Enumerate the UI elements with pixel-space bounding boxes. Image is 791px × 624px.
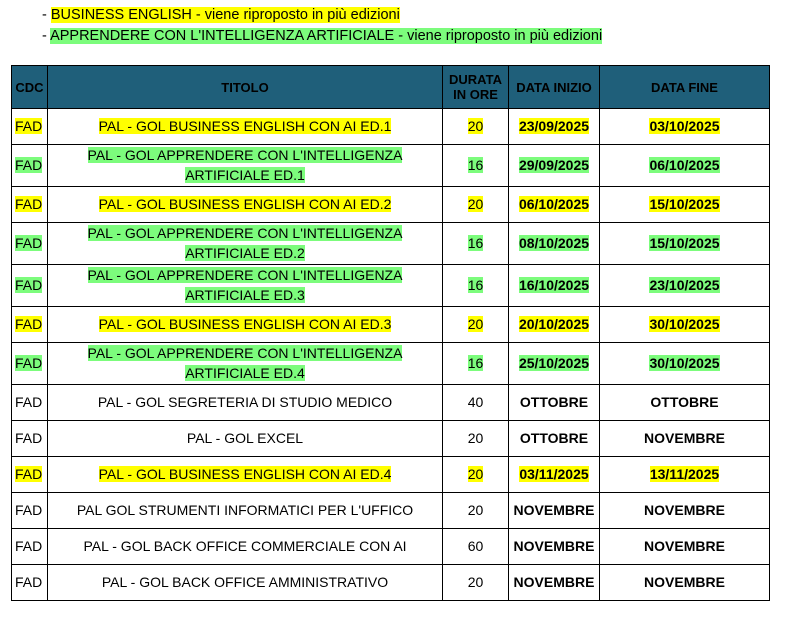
cdc-value: FAD [15, 501, 43, 518]
cell-data-fine [600, 223, 770, 265]
title-line-1: PAL - GOL SEGRETERIA DI STUDIO MEDICO [97, 393, 393, 410]
table-row [12, 307, 770, 343]
data-fine-value: OTTOBRE [650, 393, 719, 410]
table-row [12, 265, 770, 307]
cell-durata [443, 223, 509, 265]
cell-data-inizio [509, 565, 600, 601]
durata-value: 20 [467, 465, 484, 482]
cdc-value: FAD [15, 276, 43, 293]
cell-durata [443, 145, 509, 187]
cdc-value: FAD [15, 429, 43, 446]
durata-value: 20 [467, 195, 484, 212]
data-fine-value: NOVEMBRE [644, 429, 725, 446]
cdc-value: FAD [15, 465, 43, 482]
title-line-1: PAL - GOL BACK OFFICE COMMERCIALE CON AI [83, 537, 407, 554]
title-line-1: PAL - GOL BUSINESS ENGLISH CON AI ED.3 [98, 315, 392, 332]
table-row [12, 421, 770, 457]
title-line-1: PAL - GOL BACK OFFICE AMMINISTRATIVO [101, 573, 389, 590]
cell-cdc [12, 457, 48, 493]
durata-value: 16 [467, 156, 484, 173]
cell-titolo [48, 145, 443, 187]
title-line-1: PAL - GOL BUSINESS ENGLISH CON AI ED.1 [98, 117, 392, 134]
title-line-1: PAL - GOL APPRENDERE CON L'INTELLIGENZA [87, 345, 403, 361]
cell-titolo [48, 307, 443, 343]
table-row [12, 187, 770, 223]
cell-durata [443, 421, 509, 457]
cell-data-fine [600, 421, 770, 457]
cdc-value: FAD [15, 117, 43, 134]
cell-data-fine [600, 565, 770, 601]
title-line-1: PAL - GOL APPRENDERE CON L'INTELLIGENZA [87, 147, 403, 163]
cell-durata [443, 493, 509, 529]
cell-cdc [12, 385, 48, 421]
header-durata-line-1: DURATA [449, 72, 502, 87]
title-line-1: PAL - GOL EXCEL [186, 429, 304, 446]
cell-data-inizio [509, 457, 600, 493]
data-inizio-value: 03/11/2025 [519, 465, 589, 482]
cell-durata [443, 265, 509, 307]
data-fine-value: 15/10/2025 [649, 234, 720, 251]
cdc-value: FAD [15, 393, 43, 410]
cdc-value: FAD [15, 234, 43, 251]
table-row [12, 145, 770, 187]
table-row [12, 457, 770, 493]
header-durata-line-2: IN ORE [453, 87, 498, 102]
cell-data-fine [600, 109, 770, 145]
data-fine-value: NOVEMBRE [644, 573, 725, 590]
data-fine-value: NOVEMBRE [644, 501, 725, 518]
cdc-value: FAD [15, 573, 43, 590]
durata-value: 20 [467, 429, 484, 446]
data-inizio-value: 08/10/2025 [518, 234, 590, 251]
data-fine-value: 30/10/2025 [649, 354, 720, 371]
data-inizio-value: 06/10/2025 [518, 195, 590, 212]
table-row [12, 493, 770, 529]
cell-titolo [48, 343, 443, 385]
cell-data-inizio [509, 187, 600, 223]
data-inizio-value: 29/09/2025 [518, 156, 590, 173]
cell-titolo [48, 109, 443, 145]
cdc-value: FAD [15, 195, 43, 212]
cell-data-fine [600, 265, 770, 307]
data-inizio-value: 23/09/2025 [518, 117, 590, 134]
data-fine-value: 15/10/2025 [649, 195, 720, 212]
data-inizio-value: NOVEMBRE [513, 501, 595, 518]
cell-cdc [12, 343, 48, 385]
legend-note-ai: - APPRENDERE CON L'INTELLIGENZA ARTIFICIALE - viene riproposto in più edizioni [42, 28, 603, 44]
data-inizio-value: NOVEMBRE [513, 573, 595, 590]
cell-durata [443, 457, 509, 493]
cell-data-fine [600, 343, 770, 385]
durata-value: 40 [467, 393, 484, 410]
cell-data-fine [600, 457, 770, 493]
cell-data-fine [600, 187, 770, 223]
header-durata [443, 66, 509, 109]
data-fine-value: 03/10/2025 [649, 117, 720, 134]
durata-value: 20 [467, 315, 484, 332]
durata-value: 16 [467, 234, 484, 251]
cdc-value: FAD [15, 537, 43, 554]
title-line-1: PAL - GOL BUSINESS ENGLISH CON AI ED.4 [98, 465, 392, 482]
title-line-2: ARTIFICIALE ED.4 [185, 364, 305, 381]
cell-durata [443, 343, 509, 385]
cell-cdc [12, 565, 48, 601]
cell-titolo [48, 187, 443, 223]
cell-data-fine [600, 385, 770, 421]
table-row [12, 109, 770, 145]
cell-data-fine [600, 529, 770, 565]
cdc-value: FAD [15, 354, 43, 371]
durata-value: 16 [467, 354, 484, 371]
durata-value: 20 [467, 573, 484, 590]
cell-titolo [48, 565, 443, 601]
legend-note-business-english: - BUSINESS ENGLISH - viene riproposto in più edizioni [42, 7, 400, 23]
title-line-1: PAL - GOL BUSINESS ENGLISH CON AI ED.2 [98, 195, 392, 212]
cell-cdc [12, 187, 48, 223]
header-cdc: CDC [12, 66, 48, 109]
cell-cdc [12, 265, 48, 307]
cell-cdc [12, 421, 48, 457]
cell-data-inizio [509, 529, 600, 565]
cell-data-inizio [509, 343, 600, 385]
legend-notes [42, 5, 602, 47]
cell-durata [443, 385, 509, 421]
cell-data-fine [600, 493, 770, 529]
data-fine-value: 06/10/2025 [649, 156, 720, 173]
cell-titolo [48, 385, 443, 421]
cell-data-inizio [509, 265, 600, 307]
data-inizio-value: NOVEMBRE [513, 537, 595, 554]
header-data-inizio: DATA INIZIO [509, 66, 600, 109]
cell-durata [443, 187, 509, 223]
data-inizio-value: OTTOBRE [519, 429, 589, 446]
cell-durata [443, 109, 509, 145]
data-fine-value: 23/10/2025 [649, 276, 720, 293]
cell-data-inizio [509, 385, 600, 421]
title-line-2: ARTIFICIALE ED.3 [185, 286, 305, 303]
header-titolo: TITOLO [48, 66, 443, 109]
durata-value: 20 [467, 117, 484, 134]
cell-data-inizio [509, 421, 600, 457]
cell-durata [443, 565, 509, 601]
cell-titolo [48, 223, 443, 265]
data-inizio-value: 20/10/2025 [518, 315, 590, 332]
table-row [12, 343, 770, 385]
cell-data-inizio [509, 493, 600, 529]
cell-titolo [48, 493, 443, 529]
cell-durata [443, 529, 509, 565]
data-inizio-value: 16/10/2025 [518, 276, 590, 293]
cell-cdc [12, 307, 48, 343]
table-row [12, 223, 770, 265]
cell-data-inizio [509, 223, 600, 265]
title-line-1: PAL - GOL APPRENDERE CON L'INTELLIGENZA [87, 225, 403, 241]
legend-note-text: BUSINESS ENGLISH - viene riproposto in più edizioni [50, 7, 400, 23]
cell-data-inizio [509, 109, 600, 145]
title-line-2: ARTIFICIALE ED.2 [185, 244, 305, 261]
cell-data-fine [600, 145, 770, 187]
cell-titolo [48, 529, 443, 565]
cell-titolo [48, 265, 443, 307]
cell-data-fine [600, 307, 770, 343]
title-line-2: ARTIFICIALE ED.1 [185, 166, 305, 183]
data-inizio-value: 25/10/2025 [518, 354, 590, 371]
cell-cdc [12, 493, 48, 529]
durata-value: 60 [467, 537, 484, 554]
cell-cdc [12, 109, 48, 145]
cell-durata [443, 307, 509, 343]
cell-titolo [48, 457, 443, 493]
table-row [12, 565, 770, 601]
table-header-row [12, 66, 770, 109]
table-row [12, 529, 770, 565]
title-line-1: PAL GOL STRUMENTI INFORMATICI PER L'UFFICO [76, 501, 414, 518]
cdc-value: FAD [15, 315, 43, 332]
data-fine-value: 30/10/2025 [649, 315, 720, 332]
cdc-value: FAD [15, 156, 43, 173]
durata-value: 20 [467, 501, 484, 518]
cell-titolo [48, 421, 443, 457]
cell-cdc [12, 223, 48, 265]
title-line-1: PAL - GOL APPRENDERE CON L'INTELLIGENZA [87, 267, 403, 283]
header-data-fine: DATA FINE [600, 66, 770, 109]
table-row [12, 385, 770, 421]
data-inizio-value: OTTOBRE [519, 393, 589, 410]
data-fine-value: NOVEMBRE [644, 537, 725, 554]
cell-cdc [12, 145, 48, 187]
cell-data-inizio [509, 145, 600, 187]
durata-value: 16 [467, 276, 484, 293]
cell-cdc [12, 529, 48, 565]
legend-note-text: APPRENDERE CON L'INTELLIGENZA ARTIFICIALE - viene riproposto in più edizioni [50, 28, 603, 44]
data-fine-value: 13/11/2025 [649, 465, 720, 482]
course-table [11, 65, 770, 601]
cell-data-inizio [509, 307, 600, 343]
